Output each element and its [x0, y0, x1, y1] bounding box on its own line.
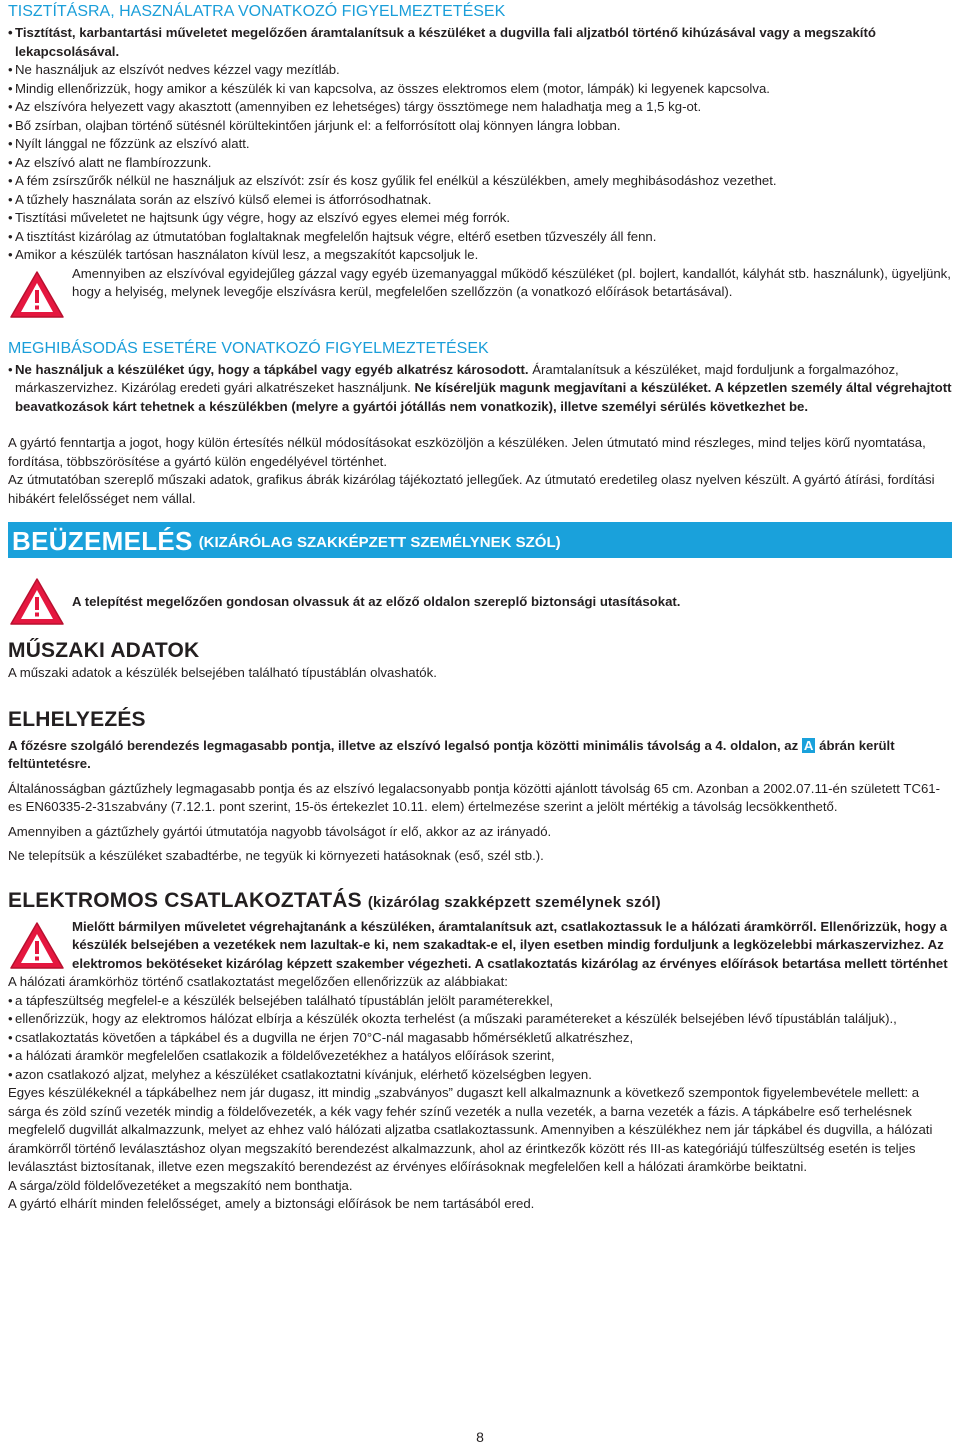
electrical-para-3: A gyártó elhárít minden felelősséget, amely a biztonsági előírások be nem tartásából ered.	[8, 1196, 535, 1211]
list-item: • A fém zsírszűrők nélkül ne használjuk az elszívót: zsír és kosz gyűlik fel enélkül a készülékben, amely meghibásodáshoz vezethet.	[8, 172, 952, 191]
list-item: • ellenőrizzük, hogy az elektromos hálózat elbírja a készülék okozta terhelést (a műszaki paramétereket a készülék belsejében lévő típustáblán találjuk).,	[8, 1010, 952, 1029]
manufacturer-para-1: A gyártó fenntartja a jogot, hogy külön értesítés nélkül módosításokat eszközöljön a készüléken. Jelen útmutató mind részleges, mind teljes körű nyomtatása, fordítása, többszörösítése a gyártó külön engedélyével történhet.	[8, 435, 926, 469]
manufacturer-para-2: Az útmutatóban szereplő műszaki adatok, grafikus ábrák kizárólag tájékoztató jellegűek. Az útmutató eredetileg olasz nyelven készült. A gyártó átírási, fordítási hibákért felelősséget nem vállal.	[8, 472, 935, 506]
placement-para-3: Ne telepítsük a készüléket szabadtérbe, ne tegyük ki környezeti hatásoknak (eső, szél stb.).	[8, 848, 544, 863]
electrical-title-text: ELEKTROMOS CSATLAKOZTATÁS	[8, 888, 362, 912]
placement-bold	[8, 737, 952, 774]
list-item: • Amikor a készülék tartósan használaton kívül lesz, a megszakítót kapcsoljuk le.	[8, 246, 952, 265]
warning-triangle-icon	[8, 576, 66, 628]
list-item: • Bő zsírban, olajban történő sütésnél körültekintően járjunk el: a felforrósított olaj könnyen lángra lobban.	[8, 117, 952, 136]
list-item: • azon csatlakozó aljzat, melyhez a készüléket csatlakoztatni kívánjuk, elérhető közelségben legyen.	[8, 1066, 952, 1085]
install-warning-text: A telepítést megelőzően gondosan olvassuk át az előző oldalon szereplő biztonsági utasításokat.	[72, 593, 681, 609]
electrical-intro: A hálózati áramkörhöz történő csatlakoztatást megelőzően ellenőrizzük az alábbiakat:	[8, 974, 508, 989]
list-item: • Az elszívóra helyezett vagy akasztott (amennyiben ez lehetséges) tárgy össztömege nem haladhatja meg a 1,5 kg-ot.	[8, 98, 952, 117]
electrical-para-2: A sárga/zöld földelővezetéket a megszakító nem bonthatja.	[8, 1177, 353, 1193]
warning-triangle-icon	[8, 920, 66, 972]
list-item: • Nyílt lánggal ne főzzünk az elszívó alatt.	[8, 135, 952, 154]
page-number: 8	[476, 1429, 484, 1445]
fault-normal-1: Áramtalanítsuk a készüléket, majd forduljunk a forgalmazóhoz, márkaszervizhez. Kizárólag eredeti gyári alkatrészeket használjunk.	[15, 361, 899, 395]
list-item: • Tisztítást, karbantartási műveletet megelőzően áramtalanítsuk a készüléket a dugvilla fali aljzatból történő kihúzásával vagy a megszakító lekapcsolásával.	[8, 24, 952, 61]
list-item: • A tisztítást kizárólag az útmutatóban foglaltaknak megfelelőn hajtsuk végre, eltérő esetben tűzveszély áll fenn.	[8, 228, 952, 247]
list-item: • a tápfeszültség megfelel-e a készülék belsejében található típustáblán jelölt paraméterekkel,	[8, 992, 952, 1011]
electrical-title	[8, 888, 952, 916]
electrical-para-1: Egyes készülékeknél a tápkábelhez nem jár dugasz, itt mindig „szabványos” dugaszt kell alkalmaznunk a következő szempontok figyelembevétele mellett: a sárga és zöld színű vezeték mindig a földelővezeték, a kék vagy fehér színű vezeték a nulla vezeték, a barna vezeték a fázis. A tápkábelre eső terhelésnek megfelelő dugvillát alkalmazzunk, melyet az ehhez való hálózati aljzatba csatlakoztassunk. Amennyiben a készülékhez nem jár tápkábel és dugvilla, a hálózati áramkörről történő leválasztáshoz olyan megszakító berendezést alkalmazzunk, ahol az érintkezők között rés III-as kategóriájú túlfeszültség esetén is teljes leválasztást biztosítanak, illetve ezen megszakító berendezést az érvényes előírásoknak megfelelően kell a hálózati áramkörbe beiktatni.	[8, 1085, 933, 1174]
list-item: • Tisztítási műveletet ne hajtsunk úgy végre, hogy az elszívó egyes elemei még forrók.	[8, 209, 952, 228]
placement-bold-end: ábrán került feltüntetésre.	[8, 737, 895, 771]
list-item: • Ne használjuk az elszívót nedves kézzel vagy mezítláb.	[8, 61, 952, 80]
install-warning	[8, 576, 952, 628]
installation-banner	[8, 522, 952, 558]
list-item: • Az elszívó alatt ne flambírozzunk.	[8, 154, 952, 173]
list-item: • a hálózati áramkör megfelelően csatlakozik a földelővezetékhez a hatályos előírások szerint,	[8, 1047, 952, 1066]
list-item: • A tűzhely használata során az elszívó külső elemei is átforrósodhatnak.	[8, 191, 952, 210]
cleaning-warnings-title: TISZTÍTÁSRA, HASZNÁLATRA VONATKOZÓ FIGYELMEZTETÉSEK	[8, 3, 506, 20]
gas-warning	[8, 265, 952, 321]
gas-warning-text: Amennyiben az elszívóval egyidejűleg gázzal vagy egyéb üzemanyaggal működő készüléket (pl. bojlert, kandallót, kályhát stb. használunk), ügyeljünk, hogy a helyiség, melynek levegője elszívásra kerül, megfelelően szellőzzön (a vonatkozó előírások betartásával).	[72, 265, 951, 299]
electrical-warning-text: Mielőtt bármilyen műveletet végrehajtanánk a készüléken, áramtalanítsuk azt, csatlakoztassuk le a hálózati áramkörről. Ellenőrizzük, hogy a készülék belsejében a vezetékek nem lazultak-e ki, nem szakadtak-e el, ilyen esetben mindig forduljunk a legközelebbi márkaszervizhez. Az elektromos bekötéseket kizárólag képzett szakember végezheti. A csatlakoztatás kizárólag az érvényes előírások betartása mellett történhet	[72, 918, 948, 971]
electrical-warning	[8, 918, 952, 974]
placement-title: ELHELYEZÉS	[8, 707, 146, 731]
electrical-checklist	[8, 992, 952, 1085]
placement-para-1: Általánosságban gáztűzhely legmagasabb pontja és az elszívó legalacsonyabb pontja közötti ajánlott távolság 65 cm. Azonban a 2002.07.11-én született TC61-es EN60335-2-31szabvány (7.12.1. pont szerint, 15-ös értekezlet 10.11. elem) értelmezése szerint a jelölt mértékig a távolság lecsökkenthető.	[8, 780, 941, 814]
list-item: • Mindig ellenőrizzük, hogy amikor a készülék ki van kapcsolva, az összes elektromos elem (motor, lámpák) ki legyenek kapcsolva.	[8, 80, 952, 99]
fault-bold-1: Ne használjuk a készüléket úgy, hogy a tápkábel vagy egyéb alkatrész károsodott.	[15, 361, 529, 377]
figure-a-tag: A	[803, 737, 814, 753]
fault-warnings-title: MEGHIBÁSODÁS ESETÉRE VONATKOZÓ FIGYELMEZTETÉSEK	[8, 339, 489, 357]
warning-triangle-icon	[8, 269, 66, 321]
electrical-subtitle: (kizárólag szakképzett személynek szól)	[367, 893, 661, 911]
fault-bold-2: Ne kíséreljük magunk megjavítani a készüléket. A képzetlen személy által végrehajtott beavatkozások kárt tehetnek a készülékben (melyre a gyártói jótállás nem vonatkozik), illetve személyi sérülés következhet be.	[15, 380, 952, 414]
tech-text: A műszaki adatok a készülék belsejében található típustáblán olvashatók.	[8, 665, 437, 680]
list-item: • csatlakoztatás követően a tápkábel és a dugvilla ne érjen 70°C-nál magasabb hőmérsékletű alkatrészhez,	[8, 1029, 952, 1048]
cleaning-warnings-list	[8, 24, 952, 265]
banner-subtitle: (KIZÁRÓLAG SZAKKÉPZETT SZEMÉLYNEK SZÓL)	[198, 534, 561, 551]
fault-warning-text	[8, 361, 952, 417]
placement-bold-text: A főzésre szolgáló berendezés legmagasabb pontja, illetve az elszívó legalsó pontja közötti minimális távolság a 4. oldalon, az	[8, 737, 799, 753]
tech-title: MŰSZAKI ADATOK	[8, 639, 200, 662]
banner-title: BEÜZEMELÉS	[12, 526, 193, 556]
placement-para-2: Amennyiben a gáztűzhely gyártói útmutatója nagyobb távolságot ír elő, akkor az az irányadó.	[8, 823, 552, 839]
